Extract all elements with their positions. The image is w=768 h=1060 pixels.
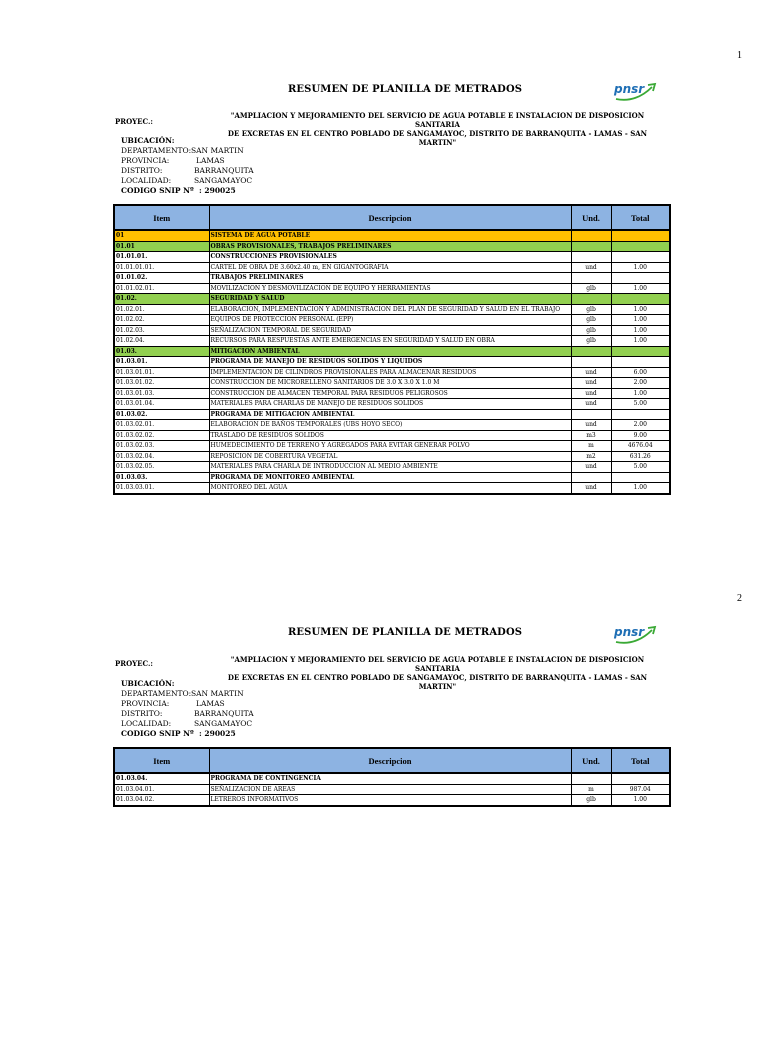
cell-total: 6.00: [611, 367, 670, 378]
localidad-value: SANGAMAYOC: [194, 719, 253, 728]
cell-descripcion: MITIGACION AMBIENTAL: [209, 346, 571, 357]
cell-und: [571, 346, 611, 357]
cell-descripcion: OBRAS PROVISIONALES, TRABAJOS PRELIMINARES: [209, 241, 571, 252]
snip-label: CODIGO SNIP Nº: [121, 729, 194, 738]
cell-descripcion: LETREROS INFORMATIVOS: [209, 795, 571, 806]
page-number: 1: [737, 50, 742, 61]
cell-und: [571, 273, 611, 284]
cell-descripcion: TRASLADO DE RESIDUOS SOLIDOS: [209, 430, 571, 441]
cell-descripcion: PROGRAMA DE MANEJO DE RESIDUOS SOLIDOS Y LIQUIDOS: [209, 357, 571, 368]
cell-total: 2.00: [611, 378, 670, 389]
header-und: Und.: [571, 205, 611, 230]
cell-descripcion: REPOSICION DE COBERTURA VEGETAL: [209, 451, 571, 462]
cell-item: 01: [114, 230, 209, 241]
table-row: [114, 409, 670, 420]
provincia-value: LAMAS: [196, 699, 225, 708]
distrito-label: DISTRITO:: [121, 709, 163, 718]
cell-total: 1.00: [611, 388, 670, 399]
table-row: [114, 262, 670, 273]
table-header-row: [114, 205, 670, 230]
table-row: [114, 283, 670, 294]
cell-und: und: [571, 399, 611, 410]
cell-descripcion: SISTEMA DE AGUA POTABLE: [209, 230, 571, 241]
cell-descripcion: ELABORACION DE BAÑOS TEMPORALES (UBS HOYO SECO): [209, 420, 571, 431]
cell-total: [611, 241, 670, 252]
cell-und: und: [571, 388, 611, 399]
cell-und: m: [571, 441, 611, 452]
cell-item: 01.03.02.01.: [114, 420, 209, 431]
table-row: [114, 357, 670, 368]
localidad-value: SANGAMAYOC: [194, 176, 253, 185]
cell-item: 01.03.04.: [114, 773, 209, 784]
cell-item: 01.02.03.: [114, 325, 209, 336]
cell-und: glb: [571, 325, 611, 336]
project-name: [225, 655, 650, 691]
cell-descripcion: CARTEL DE OBRA DE 3.60x2.40 m, EN GIGANTOGRAFIA: [209, 262, 571, 273]
cell-und: m2: [571, 451, 611, 462]
cell-descripcion: CONSTRUCCION DE ALMACEN TEMPORAL PARA RESIDUOS PELIGROSOS: [209, 388, 571, 399]
table-header-row: [114, 748, 670, 773]
project-name-line-2: DE EXCRETAS EN EL CENTRO POBLADO DE SANGAMAYOC, DISTRITO DE BARRANQUITA - LAMAS - SAN MARTIN": [227, 129, 648, 147]
cell-total: [611, 230, 670, 241]
cell-total: [611, 773, 670, 784]
localidad-label: LOCALIDAD:: [121, 719, 172, 728]
cell-und: glb: [571, 304, 611, 315]
table-row: [114, 784, 670, 795]
header-item: Item: [114, 748, 209, 773]
cell-und: [571, 773, 611, 784]
table-row: [114, 241, 670, 252]
ubicacion-label: UBICACIÓN:: [121, 679, 175, 688]
cell-item: 01.03.02.02.: [114, 430, 209, 441]
snip-value: : 290025: [199, 729, 236, 738]
cell-item: 01.03.02.03.: [114, 441, 209, 452]
proyec-label: PROYEC.:: [115, 659, 153, 668]
snip-value: : 290025: [199, 186, 236, 195]
provincia-label: PROVINCIA:: [121, 699, 170, 708]
project-name: [225, 111, 650, 147]
cell-item: 01.01.01.: [114, 252, 209, 263]
departamento-value: SAN MARTIN: [191, 689, 244, 698]
logo-text: pnsr: [614, 625, 645, 639]
table-row: [114, 230, 670, 241]
provincia-value: LAMAS: [196, 156, 225, 165]
cell-total: 4676.04: [611, 441, 670, 452]
cell-total: 2.00: [611, 420, 670, 431]
cell-descripcion: RECURSOS PARA RESPUESTAS ANTE EMERGENCIAS EN SEGURIDAD Y SALUD EN OBRA: [209, 336, 571, 347]
table-row: [114, 773, 670, 784]
cell-item: 01.03.01.: [114, 357, 209, 368]
location-block: [121, 136, 254, 196]
snip-label: CODIGO SNIP Nº: [121, 186, 194, 195]
cell-item: 01.03.04.02.: [114, 795, 209, 806]
table-row: [114, 378, 670, 389]
cell-total: 1.00: [611, 283, 670, 294]
cell-descripcion: MONITOREO DEL AGUA: [209, 483, 571, 494]
table-row: [114, 399, 670, 410]
provincia-label: PROVINCIA:: [121, 156, 170, 165]
cell-descripcion: IMPLEMENTACION DE CILINDROS PROVISIONALES PARA ALMACENAR RESIDUOS: [209, 367, 571, 378]
cell-descripcion: ELABORACION, IMPLEMENTACION Y ADMINISTRACION DEL PLAN DE SEGURIDAD Y SALUD EN EL TRABAJO: [209, 304, 571, 315]
cell-und: und: [571, 483, 611, 494]
cell-total: 1.00: [611, 336, 670, 347]
table-row: [114, 294, 670, 305]
cell-descripcion: PROGRAMA DE MONITOREO AMBIENTAL: [209, 472, 571, 483]
table-row: [114, 388, 670, 399]
ubicacion-label: UBICACIÓN:: [121, 136, 175, 145]
metrados-table: [113, 747, 671, 807]
cell-item: 01.02.04.: [114, 336, 209, 347]
cell-item: 01.01: [114, 241, 209, 252]
cell-descripcion: CONSTRUCCION DE MICRORELLENO SANITARIOS DE 3.0 X 3.0 X 1.0 M: [209, 378, 571, 389]
cell-descripcion: MATERIALES PARA CHARLAS DE MANEJO DE RESIDUOS SOLIDOS: [209, 399, 571, 410]
project-name-line-2: DE EXCRETAS EN EL CENTRO POBLADO DE SANGAMAYOC, DISTRITO DE BARRANQUITA - LAMAS - SAN MARTIN": [227, 673, 648, 691]
table-row: [114, 346, 670, 357]
cell-item: 01.02.01.: [114, 304, 209, 315]
cell-item: 01.03.: [114, 346, 209, 357]
cell-total: 1.00: [611, 262, 670, 273]
cell-total: 987.04: [611, 784, 670, 795]
cell-total: [611, 252, 670, 263]
cell-item: 01.02.: [114, 294, 209, 305]
cell-item: 01.03.02.: [114, 409, 209, 420]
cell-total: [611, 472, 670, 483]
cell-und: [571, 472, 611, 483]
header-item: Item: [114, 205, 209, 230]
cell-item: 01.03.03.: [114, 472, 209, 483]
cell-und: [571, 409, 611, 420]
cell-item: 01.01.01.01.: [114, 262, 209, 273]
cell-total: 5.00: [611, 462, 670, 473]
table-row: [114, 483, 670, 494]
cell-total: 1.00: [611, 325, 670, 336]
cell-und: und: [571, 462, 611, 473]
header-descripcion: Descripcion: [209, 748, 571, 773]
cell-und: m3: [571, 430, 611, 441]
cell-total: [611, 357, 670, 368]
cell-descripcion: PROGRAMA DE MITIGACION AMBIENTAL: [209, 409, 571, 420]
cell-total: 1.00: [611, 315, 670, 326]
header-und: Und.: [571, 748, 611, 773]
page-1: [0, 0, 768, 512]
cell-item: 01.03.03.01.: [114, 483, 209, 494]
departamento-label: DEPARTAMENTO:: [121, 689, 192, 698]
cell-total: 1.00: [611, 483, 670, 494]
cell-und: und: [571, 367, 611, 378]
metrados-table: [113, 204, 671, 495]
distrito-value: BARRANQUITA: [194, 709, 254, 718]
departamento-value: SAN MARTIN: [191, 146, 244, 155]
table-row: [114, 367, 670, 378]
table-row: [114, 441, 670, 452]
table-row: [114, 462, 670, 473]
page-2: [0, 548, 768, 1060]
cell-descripcion: MOVILIZACION Y DESMOVILIZACION DE EQUIPO Y HERRAMIENTAS: [209, 283, 571, 294]
cell-total: 5.00: [611, 399, 670, 410]
cell-total: [611, 273, 670, 284]
cell-item: 01.01.02.01.: [114, 283, 209, 294]
project-name-line-1: "AMPLIACION Y MEJORAMIENTO DEL SERVICIO DE AGUA POTABLE E INSTALACION DE DISPOSICION SANITARIA: [230, 655, 645, 673]
cell-und: [571, 357, 611, 368]
cell-und: [571, 230, 611, 241]
cell-total: 631.26: [611, 451, 670, 462]
cell-und: m: [571, 784, 611, 795]
cell-total: [611, 294, 670, 305]
cell-und: glb: [571, 336, 611, 347]
cell-item: 01.03.02.04.: [114, 451, 209, 462]
cell-und: glb: [571, 795, 611, 806]
cell-item: 01.03.04.01.: [114, 784, 209, 795]
cell-und: [571, 252, 611, 263]
table-row: [114, 336, 670, 347]
page-number: 2: [737, 593, 742, 604]
cell-und: und: [571, 262, 611, 273]
document-title: RESUMEN DE PLANILLA DE METRADOS: [288, 84, 523, 95]
cell-descripcion: CONSTRUCCIONES PROVISIONALES: [209, 252, 571, 263]
cell-item: 01.02.02.: [114, 315, 209, 326]
table-row: [114, 304, 670, 315]
table-row: [114, 273, 670, 284]
proyec-label: PROYEC.:: [115, 117, 153, 126]
cell-und: [571, 294, 611, 305]
cell-descripcion: PROGRAMA DE CONTINGENCIA: [209, 773, 571, 784]
table-row: [114, 420, 670, 431]
cell-total: 1.00: [611, 304, 670, 315]
cell-und: und: [571, 378, 611, 389]
cell-total: [611, 346, 670, 357]
location-block: [121, 679, 254, 739]
project-name-line-1: "AMPLIACION Y MEJORAMIENTO DEL SERVICIO DE AGUA POTABLE E INSTALACION DE DISPOSICION SANITARIA: [230, 111, 645, 129]
table-body: [114, 230, 670, 494]
table-row: [114, 472, 670, 483]
table-row: [114, 451, 670, 462]
cell-und: [571, 241, 611, 252]
departamento-label: DEPARTAMENTO:: [121, 146, 192, 155]
localidad-label: LOCALIDAD:: [121, 176, 172, 185]
table-row: [114, 325, 670, 336]
table-row: [114, 252, 670, 263]
header-total: Total: [611, 205, 670, 230]
table-row: [114, 795, 670, 806]
cell-total: 1.00: [611, 795, 670, 806]
table-row: [114, 430, 670, 441]
cell-und: glb: [571, 283, 611, 294]
cell-descripcion: MATERIALES PARA CHARLA DE INTRODUCCION AL MEDIO AMBIENTE: [209, 462, 571, 473]
cell-item: 01.03.01.04.: [114, 399, 209, 410]
pnsr-logo-icon: [612, 79, 660, 103]
cell-total: 9.00: [611, 430, 670, 441]
header-descripcion: Descripcion: [209, 205, 571, 230]
cell-item: 01.03.02.05.: [114, 462, 209, 473]
logo-text: pnsr: [614, 82, 645, 96]
header-total: Total: [611, 748, 670, 773]
cell-item: 01.03.01.03.: [114, 388, 209, 399]
document-title: RESUMEN DE PLANILLA DE METRADOS: [288, 627, 523, 638]
cell-descripcion: SEÑALIZACION DE AREAS: [209, 784, 571, 795]
cell-total: [611, 409, 670, 420]
cell-descripcion: SEÑALIZACION TEMPORAL DE SEGURIDAD: [209, 325, 571, 336]
distrito-label: DISTRITO:: [121, 166, 163, 175]
table-body: [114, 773, 670, 806]
cell-descripcion: SEGURIDAD Y SALUD: [209, 294, 571, 305]
cell-descripcion: HUMEDECIMIENTO DE TERRENO Y AGREGADOS PARA EVITAR GENERAR POLVO: [209, 441, 571, 452]
cell-und: und: [571, 420, 611, 431]
cell-und: glb: [571, 315, 611, 326]
table-row: [114, 315, 670, 326]
cell-item: 01.03.01.02.: [114, 378, 209, 389]
cell-descripcion: EQUIPOS DE PROTECCION PERSONAL (EPP): [209, 315, 571, 326]
distrito-value: BARRANQUITA: [194, 166, 254, 175]
cell-descripcion: TRABAJOS PRELIMINARES: [209, 273, 571, 284]
cell-item: 01.03.01.01.: [114, 367, 209, 378]
cell-item: 01.01.02.: [114, 273, 209, 284]
pnsr-logo-icon: [612, 622, 660, 646]
